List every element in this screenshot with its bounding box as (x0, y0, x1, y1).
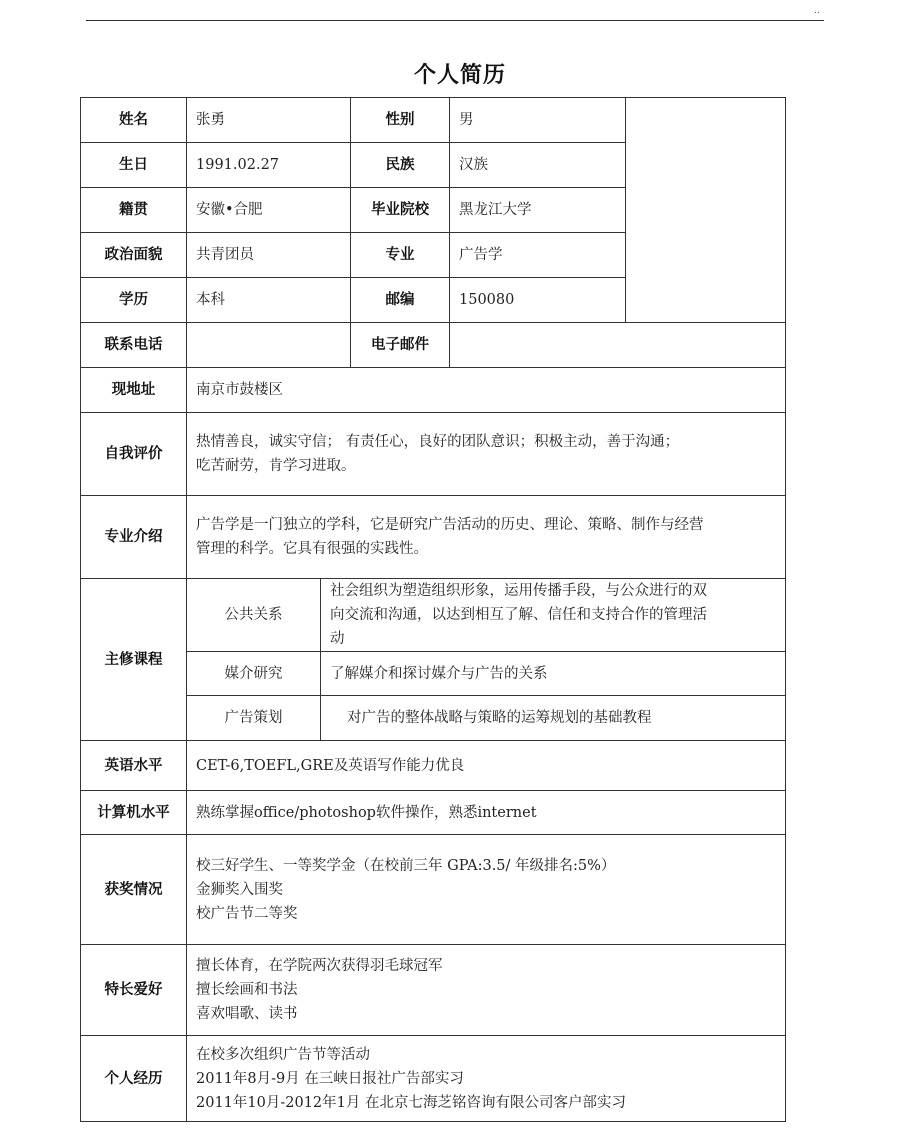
education-label: 学历 (81, 278, 187, 323)
postcode-value: 150080 (450, 278, 626, 323)
row-course-1 (81, 579, 786, 652)
major-intro-label: 专业介绍 (81, 496, 187, 579)
hometown-label: 籍贯 (81, 188, 187, 233)
hobbies-line: 喜欢唱歌、读书 (196, 1006, 298, 1022)
awards-label: 获奖情况 (81, 835, 187, 945)
major-value: 广告学 (450, 233, 626, 278)
hobbies-label: 特长爱好 (81, 945, 187, 1036)
course-desc: 了解媒介和探讨媒介与广告的关系 (321, 652, 786, 696)
computer-label: 计算机水平 (81, 791, 187, 835)
course-desc-line: 向交流和沟通，以达到相互了解、信任和支持合作的管理活 (330, 607, 707, 623)
page-title: 个人简历 (413, 63, 506, 88)
row-major-intro (81, 496, 786, 579)
awards-line: 校三好学生、一等奖学金（在校前三年 GPA:3.5/ 年级排名:5%） (196, 857, 616, 874)
awards-value (187, 835, 786, 945)
major-intro-line: 管理的科学。它具有很强的实践性。 (196, 541, 428, 557)
english-label: 英语水平 (81, 741, 187, 791)
gender-value: 男 (450, 98, 626, 143)
course-desc: 对广告的整体战略与策略的运筹规划的基础教程 (321, 696, 786, 741)
computer-value: 熟练掌握office/photoshop软件操作，熟悉internet (187, 791, 786, 835)
header-mark: .. (814, 6, 820, 16)
row-address (81, 368, 786, 413)
row-self-eval (81, 413, 786, 496)
row-english (81, 741, 786, 791)
self-eval-line: 吃苦耐劳，肯学习进取。 (196, 458, 356, 474)
self-eval-line: 热情善良，诚实守信； 有责任心，良好的团队意识；积极主动，善于沟通； (196, 434, 680, 450)
hobbies-value (187, 945, 786, 1036)
awards-line: 校广告节二等奖 (196, 905, 298, 922)
birth-label: 生日 (81, 143, 187, 188)
english-value: CET-6,TOEFL,GRE及英语写作能力优良 (187, 741, 786, 791)
row-awards (81, 835, 786, 945)
row-experience (81, 1036, 786, 1122)
experience-line: 2011年10月-2012年1月 在北京七海芝铭咨询有限公司客户部实习 (196, 1094, 626, 1111)
row-course-3 (81, 696, 786, 741)
header-rule (86, 20, 824, 21)
major-intro-line: 广告学是一门独立的学科，它是研究广告活动的历史、理论、策略、制作与经营 (196, 517, 704, 533)
experience-line: 在校多次组织广告节等活动 (196, 1046, 370, 1063)
school-value: 黑龙江大学 (450, 188, 626, 233)
self-eval-value (187, 413, 786, 496)
row-name (81, 98, 786, 143)
course-desc-line: 社会组织为塑造组织形象，运用传播手段，与公众进行的双 (330, 583, 707, 599)
self-eval-label: 自我评价 (81, 413, 187, 496)
row-computer (81, 791, 786, 835)
name-value: 张勇 (187, 98, 351, 143)
email-label: 电子邮件 (351, 323, 450, 368)
email-value (450, 323, 786, 368)
row-hobbies (81, 945, 786, 1036)
course-desc (321, 579, 786, 652)
hobbies-line: 擅长体育，在学院两次获得羽毛球冠军 (196, 958, 443, 974)
phone-label: 联系电话 (81, 323, 187, 368)
phone-value (187, 323, 351, 368)
photo-box (626, 98, 786, 323)
course-name: 广告策划 (187, 696, 321, 741)
experience-line: 2011年8月-9月 在三峡日报社广告部实习 (196, 1070, 464, 1087)
birth-value: 1991.02.27 (187, 143, 351, 188)
experience-value (187, 1036, 786, 1122)
awards-line: 金狮奖入围奖 (196, 881, 283, 898)
course-name: 媒介研究 (187, 652, 321, 696)
row-contact (81, 323, 786, 368)
ethnicity-label: 民族 (351, 143, 450, 188)
major-label: 专业 (351, 233, 450, 278)
course-desc-line: 动 (330, 631, 345, 647)
courses-label: 主修课程 (81, 579, 187, 741)
major-intro-value (187, 496, 786, 579)
experience-label: 个人经历 (81, 1036, 187, 1122)
gender-label: 性别 (351, 98, 450, 143)
hometown-value: 安徽•合肥 (187, 188, 351, 233)
politics-label: 政治面貌 (81, 233, 187, 278)
postcode-label: 邮编 (351, 278, 450, 323)
course-name: 公共关系 (187, 579, 321, 652)
name-label: 姓名 (81, 98, 187, 143)
row-course-2 (81, 652, 786, 696)
resume-table (80, 97, 786, 1122)
ethnicity-value: 汉族 (450, 143, 626, 188)
address-value: 南京市鼓楼区 (187, 368, 786, 413)
politics-value: 共青团员 (187, 233, 351, 278)
school-label: 毕业院校 (351, 188, 450, 233)
hobbies-line: 擅长绘画和书法 (196, 982, 298, 998)
education-value: 本科 (187, 278, 351, 323)
address-label: 现地址 (81, 368, 187, 413)
